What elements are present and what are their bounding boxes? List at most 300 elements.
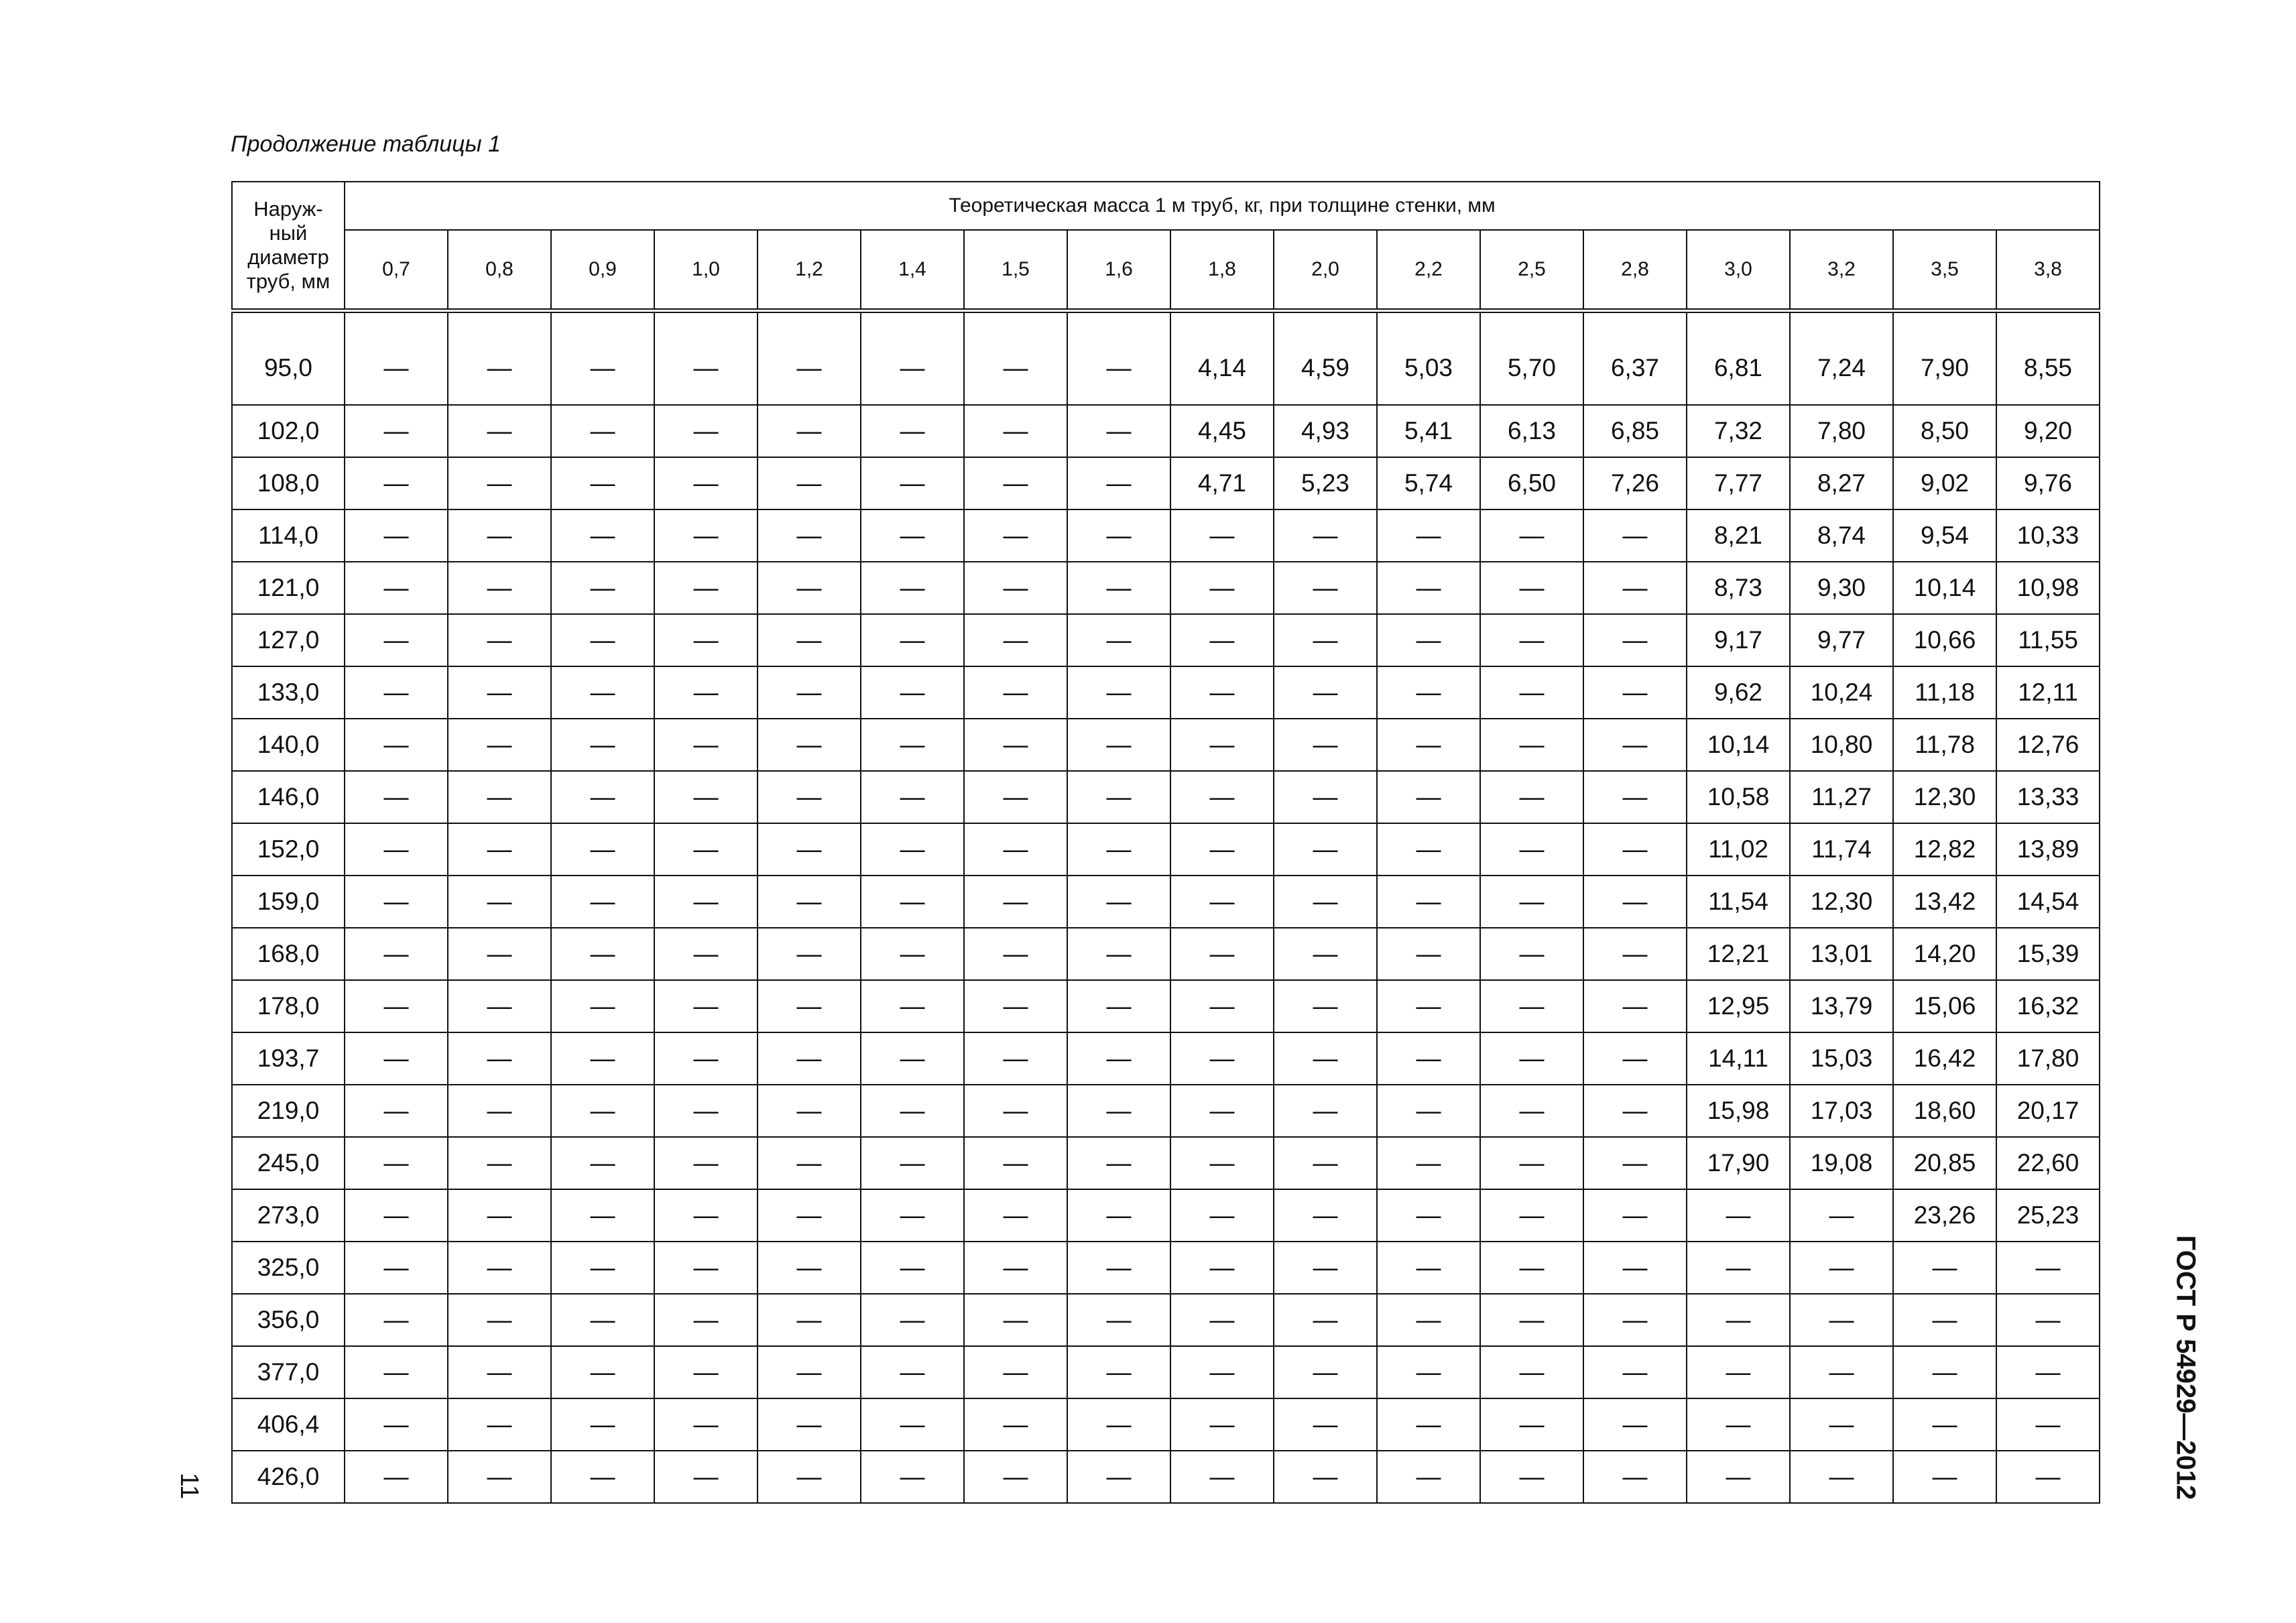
mass-cell: — [1377,666,1480,719]
header-thickness: 3,5 [1893,230,1996,311]
mass-cell: — [1583,509,1687,562]
mass-cell: 16,42 [1893,1032,1996,1085]
mass-cell: — [1583,1137,1687,1189]
mass-cell: — [1067,876,1170,928]
mass-cell: — [1583,1346,1687,1398]
header-diameter: Наруж- ный диаметр труб, мм [232,182,345,311]
diameter-cell: 140,0 [232,719,345,771]
mass-cell: 5,70 [1480,311,1583,406]
diameter-cell: 426,0 [232,1451,345,1503]
mass-cell: — [758,980,861,1032]
mass-cell: — [1274,876,1377,928]
mass-cell: — [1067,823,1170,876]
mass-cell: — [345,719,448,771]
mass-cell: 5,41 [1377,405,1480,457]
mass-cell: — [1480,1189,1583,1242]
mass-cell: — [551,457,654,509]
mass-cell: — [1274,509,1377,562]
mass-cell: — [1377,980,1480,1032]
mass-cell: 7,24 [1790,311,1893,406]
mass-cell: — [654,771,758,823]
mass-cell: — [654,1085,758,1137]
mass-cell: — [1274,980,1377,1032]
mass-cell: — [1480,614,1583,666]
mass-cell: — [1067,1032,1170,1085]
mass-cell: — [1583,614,1687,666]
mass-cell: — [861,1294,964,1346]
mass-cell: — [448,771,551,823]
mass-cell: — [654,509,758,562]
header-mass-group: Теоретическая масса 1 м труб, кг, при толщине стенки, мм [345,182,2100,230]
mass-cell: — [1480,928,1583,980]
mass-cell: 15,03 [1790,1032,1893,1085]
mass-cell: 12,11 [1996,666,2100,719]
mass-cell: — [1067,1137,1170,1189]
mass-cell: — [1480,1398,1583,1451]
mass-cell: — [1170,876,1274,928]
mass-cell: 9,54 [1893,509,1996,562]
mass-cell: 10,14 [1687,719,1790,771]
mass-cell: — [1790,1294,1893,1346]
mass-cell: — [1790,1398,1893,1451]
mass-cell: — [861,1398,964,1451]
mass-cell: — [758,562,861,614]
diameter-cell: 356,0 [232,1294,345,1346]
mass-cell: — [1067,666,1170,719]
header-thickness: 3,8 [1996,230,2100,311]
mass-cell: — [551,823,654,876]
mass-cell: — [1583,1398,1687,1451]
mass-cell: — [448,311,551,406]
mass-cell: — [345,666,448,719]
mass-cell: 14,11 [1687,1032,1790,1085]
mass-cell: — [1480,1137,1583,1189]
mass-cell: 12,95 [1687,980,1790,1032]
mass-cell: 9,02 [1893,457,1996,509]
mass-cell: — [758,1032,861,1085]
mass-cell: — [1274,666,1377,719]
mass-cell: — [1067,311,1170,406]
diameter-cell: 133,0 [232,666,345,719]
header-thickness: 1,0 [654,230,758,311]
mass-cell: — [758,457,861,509]
mass-cell: — [1274,719,1377,771]
mass-cell: 11,27 [1790,771,1893,823]
mass-cell: — [1583,1189,1687,1242]
mass-cell: — [1274,1189,1377,1242]
mass-cell: — [345,509,448,562]
mass-cell: — [1583,1451,1687,1503]
mass-cell: 15,98 [1687,1085,1790,1137]
mass-cell: — [345,1032,448,1085]
mass-cell: 4,71 [1170,457,1274,509]
mass-cell: — [1687,1451,1790,1503]
header-thickness: 1,4 [861,230,964,311]
mass-cell: — [1480,562,1583,614]
mass-cell: — [964,311,1067,406]
mass-cell: 9,30 [1790,562,1893,614]
mass-cell: — [1170,614,1274,666]
mass-cell: — [551,719,654,771]
mass-cell: — [758,1242,861,1294]
mass-cell: — [1893,1346,1996,1398]
header-thickness: 2,0 [1274,230,1377,311]
mass-cell: — [1790,1346,1893,1398]
mass-cell: — [654,666,758,719]
mass-cell: — [654,1189,758,1242]
mass-cell: 13,89 [1996,823,2100,876]
mass-cell: — [1583,771,1687,823]
mass-cell: 6,50 [1480,457,1583,509]
mass-cell: — [448,614,551,666]
mass-cell: — [551,1137,654,1189]
mass-cell: 9,17 [1687,614,1790,666]
diameter-cell: 127,0 [232,614,345,666]
mass-cell: — [448,1451,551,1503]
mass-cell: — [448,1398,551,1451]
header-thickness: 3,0 [1687,230,1790,311]
mass-cell: — [345,1085,448,1137]
mass-cell: 19,08 [1790,1137,1893,1189]
diameter-cell: 406,4 [232,1398,345,1451]
mass-cell: 6,37 [1583,311,1687,406]
mass-cell: — [1170,666,1274,719]
mass-cell: 13,79 [1790,980,1893,1032]
diameter-cell: 245,0 [232,1137,345,1189]
mass-cell: — [1274,823,1377,876]
mass-cell: — [551,614,654,666]
mass-cell: — [964,1032,1067,1085]
mass-cell: — [758,1398,861,1451]
mass-cell: — [1377,771,1480,823]
mass-cell: — [861,614,964,666]
mass-cell: 8,21 [1687,509,1790,562]
mass-cell: — [345,1294,448,1346]
mass-cell: — [1067,457,1170,509]
mass-cell: — [1274,1032,1377,1085]
mass-cell: 12,82 [1893,823,1996,876]
mass-cell: 7,32 [1687,405,1790,457]
mass-cell: 12,21 [1687,928,1790,980]
mass-cell: — [758,1294,861,1346]
mass-cell: 10,24 [1790,666,1893,719]
mass-cell: 6,13 [1480,405,1583,457]
mass-cell: — [1067,509,1170,562]
mass-cell: 22,60 [1996,1137,2100,1189]
mass-cell: — [1687,1242,1790,1294]
mass-cell: — [654,614,758,666]
mass-cell: — [1377,1242,1480,1294]
mass-cell: — [345,405,448,457]
mass-cell: — [551,1032,654,1085]
mass-cell: 8,73 [1687,562,1790,614]
header-thickness: 3,2 [1790,230,1893,311]
mass-cell: — [1067,1189,1170,1242]
mass-cell: — [1996,1242,2100,1294]
mass-cell: — [964,1398,1067,1451]
mass-cell: — [1996,1398,2100,1451]
mass-cell: — [1170,1189,1274,1242]
mass-cell: — [1480,1242,1583,1294]
mass-cell: 12,76 [1996,719,2100,771]
mass-cell: — [654,928,758,980]
table-row [232,1137,2100,1189]
mass-cell: — [1170,1346,1274,1398]
mass-cell: — [1480,1085,1583,1137]
mass-cell: — [1583,562,1687,614]
mass-cell: — [1377,614,1480,666]
mass-cell: — [861,1032,964,1085]
header-thickness-row [232,230,2100,311]
mass-cell: — [1274,1294,1377,1346]
mass-cell: — [551,1085,654,1137]
mass-cell: — [861,876,964,928]
mass-cell: — [1583,876,1687,928]
header-thickness: 2,5 [1480,230,1583,311]
mass-cell: 12,30 [1893,771,1996,823]
mass-cell: — [551,876,654,928]
mass-cell: — [345,980,448,1032]
mass-cell: — [861,509,964,562]
mass-cell: — [654,876,758,928]
standard-label: ГОСТ Р 54929—2012 [2171,1235,2201,1500]
mass-cell: — [1480,509,1583,562]
mass-cell: 4,93 [1274,405,1377,457]
mass-cell: — [1893,1451,1996,1503]
mass-cell: — [448,562,551,614]
mass-cell: — [1170,509,1274,562]
mass-cell: — [1687,1398,1790,1451]
diameter-cell: 159,0 [232,876,345,928]
mass-cell: 20,85 [1893,1137,1996,1189]
mass-cell: — [758,405,861,457]
mass-cell: — [1377,1189,1480,1242]
mass-cell: — [448,457,551,509]
mass-cell: — [964,1085,1067,1137]
mass-cell: 10,98 [1996,562,2100,614]
diameter-cell: 95,0 [232,311,345,406]
diameter-cell: 273,0 [232,1189,345,1242]
mass-cell: 4,14 [1170,311,1274,406]
mass-cell: — [551,666,654,719]
table-row [232,509,2100,562]
mass-cell: — [964,1294,1067,1346]
mass-cell: — [654,1242,758,1294]
mass-cell: — [1583,1294,1687,1346]
mass-cell: 8,74 [1790,509,1893,562]
diameter-cell: 325,0 [232,1242,345,1294]
mass-cell: — [654,562,758,614]
mass-cell: — [551,928,654,980]
mass-cell: — [1274,1346,1377,1398]
mass-cell: — [861,1451,964,1503]
mass-cell: — [345,928,448,980]
mass-cell: — [345,1398,448,1451]
mass-cell: — [758,509,861,562]
mass-cell: — [1790,1242,1893,1294]
table-row [232,771,2100,823]
mass-cell: 9,20 [1996,405,2100,457]
mass-cell: — [1274,1451,1377,1503]
mass-cell: 11,18 [1893,666,1996,719]
mass-cell: 10,66 [1893,614,1996,666]
mass-cell: — [551,1398,654,1451]
diameter-cell: 219,0 [232,1085,345,1137]
mass-cell: — [1480,719,1583,771]
mass-cell: — [1480,1032,1583,1085]
mass-cell: — [551,1189,654,1242]
mass-cell: — [758,311,861,406]
mass-cell: — [758,666,861,719]
table-row [232,823,2100,876]
mass-cell: — [448,1346,551,1398]
mass-cell: — [1170,1242,1274,1294]
mass-cell: — [964,614,1067,666]
mass-cell: — [1274,1242,1377,1294]
mass-cell: 12,30 [1790,876,1893,928]
mass-cell: 11,78 [1893,719,1996,771]
mass-cell: — [1790,1189,1893,1242]
mass-cell: 9,77 [1790,614,1893,666]
mass-cell: — [448,1242,551,1294]
mass-cell: — [551,1451,654,1503]
mass-cell: — [1996,1451,2100,1503]
header-thickness: 1,5 [964,230,1067,311]
header-thickness: 1,2 [758,230,861,311]
page-number: 11 [175,1472,204,1500]
mass-cell: 8,55 [1996,311,2100,406]
mass-cell: 16,32 [1996,980,2100,1032]
mass-cell: 7,90 [1893,311,1996,406]
mass-cell: — [1170,1294,1274,1346]
mass-cell: — [964,876,1067,928]
mass-cell: — [964,405,1067,457]
mass-cell: 8,27 [1790,457,1893,509]
table-row [232,1189,2100,1242]
mass-cell: — [1377,562,1480,614]
mass-cell: — [345,562,448,614]
mass-cell: — [448,1189,551,1242]
mass-cell: — [1480,980,1583,1032]
mass-cell: — [861,771,964,823]
mass-cell: — [551,562,654,614]
mass-cell: — [1067,1398,1170,1451]
mass-cell: 9,62 [1687,666,1790,719]
header-thickness: 0,8 [448,230,551,311]
header-thickness: 2,8 [1583,230,1687,311]
table-row [232,666,2100,719]
mass-cell: — [1067,614,1170,666]
mass-cell: — [1377,823,1480,876]
mass-cell: — [964,1189,1067,1242]
mass-cell: — [964,771,1067,823]
mass-cell: — [1274,1398,1377,1451]
mass-cell: 11,74 [1790,823,1893,876]
header-thickness: 0,7 [345,230,448,311]
mass-cell: — [861,1189,964,1242]
mass-cell: — [1996,1294,2100,1346]
mass-cell: 6,85 [1583,405,1687,457]
mass-cell: — [654,1032,758,1085]
mass-cell: 17,90 [1687,1137,1790,1189]
mass-cell: — [654,980,758,1032]
mass-cell: — [1480,876,1583,928]
mass-cell: — [1583,1085,1687,1137]
mass-cell: — [861,457,964,509]
mass-cell: — [964,928,1067,980]
mass-cell: — [345,1137,448,1189]
mass-cell: — [964,1137,1067,1189]
mass-cell: 5,23 [1274,457,1377,509]
mass-cell: 8,50 [1893,405,1996,457]
mass-cell: — [1377,1398,1480,1451]
mass-cell: — [1583,980,1687,1032]
mass-cell: — [861,562,964,614]
mass-cell: — [1583,1032,1687,1085]
mass-cell: — [1170,1032,1274,1085]
mass-cell: — [448,980,551,1032]
mass-cell: — [654,1451,758,1503]
mass-cell: — [1170,928,1274,980]
diameter-cell: 377,0 [232,1346,345,1398]
mass-cell: — [1583,928,1687,980]
mass-cell: — [654,1137,758,1189]
mass-cell: — [1067,980,1170,1032]
mass-cell: 17,80 [1996,1032,2100,1085]
mass-cell: 11,02 [1687,823,1790,876]
mass-cell: — [345,771,448,823]
table-row [232,928,2100,980]
mass-cell: — [861,666,964,719]
standard-label-box [2155,1207,2216,1528]
table-row [232,1242,2100,1294]
table-row [232,1346,2100,1398]
mass-cell: 14,54 [1996,876,2100,928]
mass-cell: — [448,823,551,876]
mass-cell: 10,58 [1687,771,1790,823]
table-row [232,457,2100,509]
mass-cell: — [861,1346,964,1398]
table-row [232,614,2100,666]
mass-cell: — [1170,771,1274,823]
mass-cell: — [551,771,654,823]
mass-cell: — [345,1346,448,1398]
mass-cell: — [758,719,861,771]
table-row [232,1294,2100,1346]
mass-cell: — [448,666,551,719]
mass-cell: 13,33 [1996,771,2100,823]
mass-cell: — [964,666,1067,719]
mass-cell: — [551,311,654,406]
mass-cell: 20,17 [1996,1085,2100,1137]
mass-cell: — [1274,562,1377,614]
mass-cell: — [964,1346,1067,1398]
mass-cell: — [345,311,448,406]
mass-cell: — [758,1451,861,1503]
mass-cell: — [551,980,654,1032]
mass-cell: — [345,1189,448,1242]
mass-cell: — [758,1189,861,1242]
mass-cell: 7,77 [1687,457,1790,509]
mass-cell: — [1583,666,1687,719]
mass-cell: — [448,1137,551,1189]
mass-cell: — [345,823,448,876]
mass-cell: — [345,876,448,928]
mass-cell: — [1377,1451,1480,1503]
mass-cell: — [654,405,758,457]
mass-cell: 7,26 [1583,457,1687,509]
mass-cell: — [1067,1294,1170,1346]
